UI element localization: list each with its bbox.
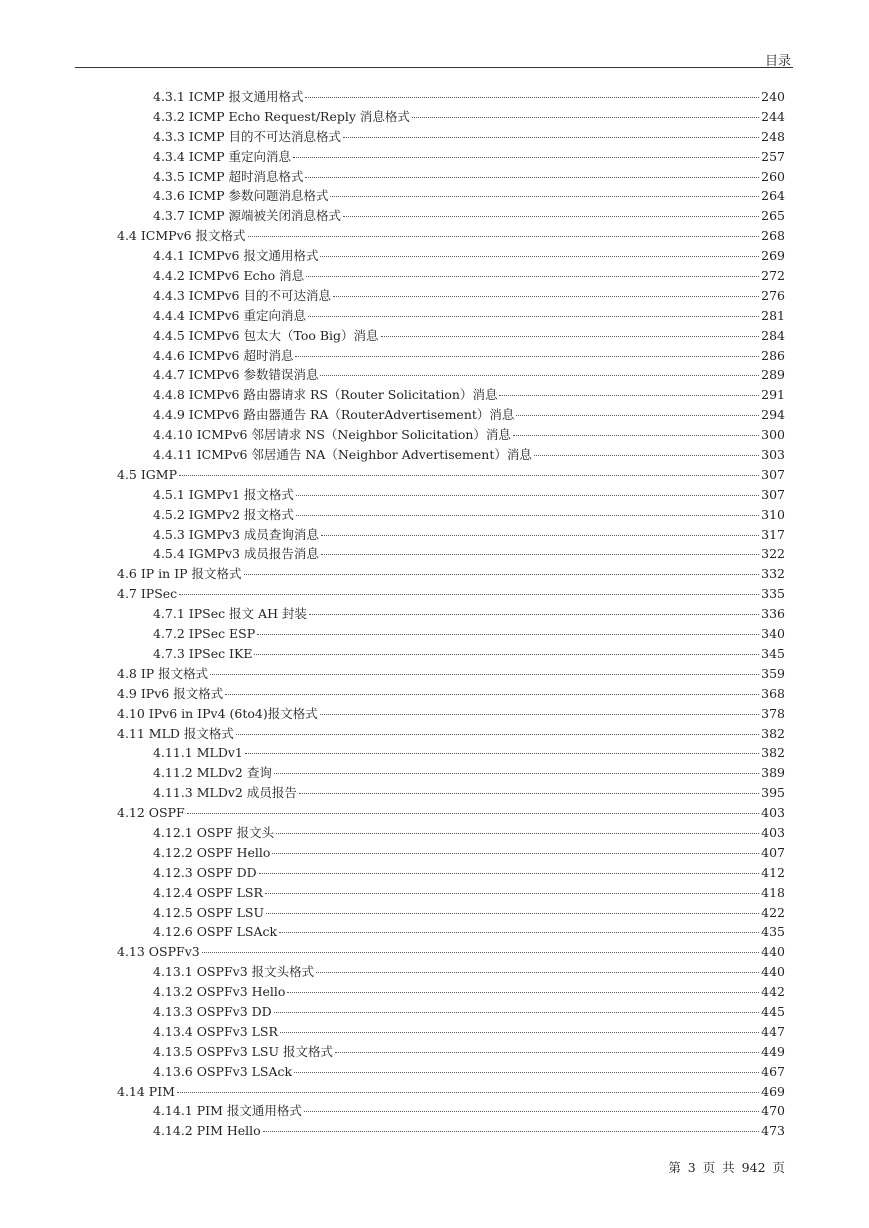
toc-dot-leader bbox=[225, 694, 759, 695]
toc-dot-leader bbox=[320, 714, 759, 715]
toc-entry[interactable] bbox=[153, 405, 785, 425]
toc-entry[interactable] bbox=[153, 306, 785, 326]
toc-dot-leader bbox=[320, 256, 759, 257]
toc-dot-leader bbox=[296, 495, 759, 496]
header-title: 目录 bbox=[764, 54, 791, 69]
toc-dot-leader bbox=[299, 793, 759, 794]
toc-entry-page: 382 bbox=[761, 725, 785, 741]
toc-entry-page: 289 bbox=[761, 367, 785, 383]
toc-entry-label: 4.10 IPv6 in IPv4 (6to4)报文格式 bbox=[117, 705, 318, 721]
toc-dot-leader bbox=[335, 1052, 759, 1053]
toc-entry-page: 422 bbox=[761, 904, 785, 920]
toc-entry[interactable] bbox=[153, 823, 785, 843]
toc-entry-page: 440 bbox=[761, 964, 785, 980]
toc-entry-page: 407 bbox=[761, 844, 785, 860]
toc-dot-leader bbox=[343, 137, 759, 138]
toc-entry[interactable] bbox=[117, 664, 785, 684]
toc-entry-label: 4.5.3 IGMPv3 成员查询消息 bbox=[153, 526, 319, 542]
toc-entry[interactable] bbox=[153, 883, 785, 903]
toc-entry-label: 4.12 OSPF bbox=[117, 805, 185, 821]
toc-entry-page: 307 bbox=[761, 486, 785, 502]
toc-dot-leader bbox=[274, 773, 759, 774]
toc-entry-label: 4.7.3 IPSec IKE bbox=[153, 645, 253, 661]
toc-entry[interactable] bbox=[153, 863, 785, 883]
toc-entry-page: 467 bbox=[761, 1063, 785, 1079]
toc-entry-label: 4.11.1 MLDv1 bbox=[153, 745, 243, 761]
toc-entry[interactable] bbox=[153, 107, 785, 127]
toc-entry[interactable] bbox=[117, 584, 785, 604]
toc-entry-page: 473 bbox=[761, 1123, 785, 1139]
toc-entry-label: 4.4.11 ICMPv6 邻居通告 NA（Neighbor Advertisement）消息 bbox=[153, 447, 532, 463]
toc-dot-leader bbox=[320, 375, 759, 376]
toc-dot-leader bbox=[513, 435, 759, 436]
toc-dot-leader bbox=[244, 574, 760, 575]
toc-entry-label: 4.11 MLD 报文格式 bbox=[117, 725, 234, 741]
toc-entry[interactable] bbox=[153, 743, 785, 763]
toc-entry[interactable] bbox=[117, 564, 785, 584]
toc-entry-label: 4.5.4 IGMPv3 成员报告消息 bbox=[153, 546, 319, 562]
toc-dot-leader bbox=[316, 972, 759, 973]
toc-entry-label: 4.8 IP 报文格式 bbox=[117, 665, 209, 681]
toc-entry-label: 4.12.5 OSPF LSU bbox=[153, 904, 264, 920]
toc-entry[interactable] bbox=[153, 982, 785, 1002]
toc-entry[interactable] bbox=[153, 127, 785, 147]
toc-entry-page: 248 bbox=[761, 128, 785, 144]
toc-entry-page: 340 bbox=[761, 626, 785, 642]
toc-entry-label: 4.13.5 OSPFv3 LSU 报文格式 bbox=[153, 1043, 333, 1059]
toc-dot-leader bbox=[202, 952, 759, 953]
toc-entry[interactable] bbox=[153, 485, 785, 505]
toc-entry[interactable] bbox=[153, 346, 785, 366]
toc-entry-label: 4.13.3 OSPFv3 DD bbox=[153, 1003, 272, 1019]
toc-entry[interactable] bbox=[117, 684, 785, 704]
toc-entry-label: 4.14.2 PIM Hello bbox=[153, 1123, 261, 1139]
toc-entry-page: 403 bbox=[761, 824, 785, 840]
toc-entry-label: 4.5 IGMP bbox=[117, 466, 177, 482]
toc-dot-leader bbox=[276, 833, 759, 834]
toc-entry-page: 335 bbox=[761, 586, 785, 602]
toc-entry-page: 281 bbox=[761, 307, 785, 323]
toc-entry-page: 291 bbox=[761, 387, 785, 403]
toc-entry-label: 4.13.2 OSPFv3 Hello bbox=[153, 984, 286, 1000]
toc-entry-label: 4.4.8 ICMPv6 路由器请求 RS（Router Solicitation）消息 bbox=[153, 387, 498, 403]
toc-dot-leader bbox=[274, 1012, 759, 1013]
toc-entry-page: 307 bbox=[761, 466, 785, 482]
toc-entry-label: 4.4.4 ICMPv6 重定向消息 bbox=[153, 307, 306, 323]
toc-entry-page: 286 bbox=[761, 347, 785, 363]
toc-entry-page: 442 bbox=[761, 984, 785, 1000]
toc-entry-page: 395 bbox=[761, 785, 785, 801]
toc-entry[interactable] bbox=[117, 465, 785, 485]
toc-entry-page: 412 bbox=[761, 864, 785, 880]
toc-entry-page: 317 bbox=[761, 526, 785, 542]
toc-dot-leader bbox=[304, 1111, 759, 1112]
toc-dot-leader bbox=[308, 316, 759, 317]
toc-entry-page: 359 bbox=[761, 665, 785, 681]
toc-entry[interactable] bbox=[153, 922, 785, 942]
toc-dot-leader bbox=[245, 753, 759, 754]
toc-dot-leader bbox=[295, 356, 759, 357]
toc-entry-label: 4.11.3 MLDv2 成员报告 bbox=[153, 785, 297, 801]
toc-entry[interactable] bbox=[153, 1062, 785, 1082]
toc-entry-label: 4.12.4 OSPF LSR bbox=[153, 884, 263, 900]
toc-entry-label: 4.3.1 ICMP 报文通用格式 bbox=[153, 89, 304, 104]
toc-entry[interactable] bbox=[153, 445, 785, 465]
toc-entry[interactable] bbox=[153, 525, 785, 545]
toc-dot-leader bbox=[266, 913, 759, 914]
toc-dot-leader bbox=[294, 1072, 759, 1073]
toc-entry-page: 244 bbox=[761, 108, 785, 124]
toc-entry[interactable] bbox=[153, 1101, 785, 1121]
toc-dot-leader bbox=[330, 196, 759, 197]
toc-entry-label: 4.13.1 OSPFv3 报文头格式 bbox=[153, 964, 315, 980]
toc-entry-page: 389 bbox=[761, 765, 785, 781]
toc-dot-leader bbox=[293, 157, 759, 158]
toc-dot-leader bbox=[305, 97, 759, 98]
toc-entry[interactable] bbox=[153, 246, 785, 266]
toc-entry-page: 469 bbox=[761, 1083, 785, 1099]
toc-entry[interactable] bbox=[153, 505, 785, 525]
toc-entry[interactable] bbox=[153, 843, 785, 863]
toc-entry[interactable] bbox=[117, 226, 785, 246]
toc-entry[interactable] bbox=[117, 803, 785, 823]
toc-dot-leader bbox=[309, 614, 759, 615]
toc-entry-page: 418 bbox=[761, 884, 785, 900]
toc-entry[interactable] bbox=[153, 87, 785, 107]
toc-entry[interactable] bbox=[153, 1042, 785, 1062]
toc-dot-leader bbox=[534, 455, 759, 456]
toc-entry-label: 4.4.3 ICMPv6 目的不可达消息 bbox=[153, 287, 331, 303]
toc-entry-label: 4.12.6 OSPF LSAck bbox=[153, 924, 278, 940]
toc-entry-page: 272 bbox=[761, 268, 785, 284]
toc-dot-leader bbox=[248, 236, 760, 237]
toc-entry-page: 269 bbox=[761, 248, 785, 264]
toc-entry-label: 4.4 ICMPv6 报文格式 bbox=[117, 228, 246, 244]
toc-entry-label: 4.3.7 ICMP 源端被关闭消息格式 bbox=[153, 208, 341, 224]
toc-entry-label: 4.6 IP in IP 报文格式 bbox=[117, 566, 242, 582]
toc-entry[interactable] bbox=[153, 385, 785, 405]
toc-entry[interactable] bbox=[153, 763, 785, 783]
toc-entry-page: 257 bbox=[761, 148, 785, 164]
toc-entry-page: 310 bbox=[761, 506, 785, 522]
toc-dot-leader bbox=[306, 276, 759, 277]
toc-dot-leader bbox=[412, 117, 759, 118]
toc-entry[interactable] bbox=[153, 1022, 785, 1042]
page-footer: 第 3 页 共 942 页 bbox=[668, 1160, 785, 1175]
toc-dot-leader bbox=[321, 535, 759, 536]
toc-entry-page: 470 bbox=[761, 1103, 785, 1119]
toc-dot-leader bbox=[321, 554, 759, 555]
toc-entry-label: 4.14.1 PIM 报文通用格式 bbox=[153, 1103, 302, 1119]
toc-entry-page: 322 bbox=[761, 546, 785, 562]
toc-dot-leader bbox=[280, 1032, 759, 1033]
toc-entry[interactable] bbox=[153, 147, 785, 167]
toc-entry-page: 264 bbox=[761, 188, 785, 204]
toc-entry-page: 440 bbox=[761, 944, 785, 960]
toc-dot-leader bbox=[254, 654, 759, 655]
toc-entry[interactable] bbox=[153, 644, 785, 664]
toc-entry[interactable] bbox=[117, 704, 785, 724]
toc-entry[interactable] bbox=[117, 942, 785, 962]
toc-entry-label: 4.4.9 ICMPv6 路由器通告 RA（RouterAdvertisement）消息 bbox=[153, 407, 515, 423]
toc-entry-page: 345 bbox=[761, 645, 785, 661]
toc-entry-label: 4.3.2 ICMP Echo Request/Reply 消息格式 bbox=[153, 108, 410, 124]
toc-entry[interactable] bbox=[153, 604, 785, 624]
toc-dot-leader bbox=[381, 336, 760, 337]
toc-entry[interactable] bbox=[117, 1082, 785, 1102]
toc-entry[interactable] bbox=[153, 425, 785, 445]
toc-dot-leader bbox=[179, 594, 759, 595]
toc-entry-label: 4.12.3 OSPF DD bbox=[153, 864, 257, 880]
toc-entry-label: 4.13 OSPFv3 bbox=[117, 944, 200, 960]
toc-dot-leader bbox=[257, 634, 759, 635]
toc-entry-page: 240 bbox=[761, 89, 785, 104]
toc-dot-leader bbox=[187, 813, 759, 814]
toc-entry[interactable] bbox=[153, 186, 785, 206]
toc-dot-leader bbox=[333, 296, 759, 297]
toc-entry-label: 4.9 IPv6 报文格式 bbox=[117, 685, 224, 701]
toc-dot-leader bbox=[272, 853, 759, 854]
toc-dot-leader bbox=[210, 674, 759, 675]
toc-entry[interactable] bbox=[153, 962, 785, 982]
toc-entry-page: 303 bbox=[761, 447, 785, 463]
toc-dot-leader bbox=[287, 992, 759, 993]
toc-entry-page: 449 bbox=[761, 1043, 785, 1059]
toc-entry-label: 4.4.2 ICMPv6 Echo 消息 bbox=[153, 268, 305, 284]
toc-entry-label: 4.4.10 ICMPv6 邻居请求 NS（Neighbor Solicitation）消息 bbox=[153, 427, 511, 443]
toc-entry-label: 4.7.1 IPSec 报文 AH 封装 bbox=[153, 606, 307, 622]
toc-entry-page: 268 bbox=[761, 228, 785, 244]
toc-entry-page: 265 bbox=[761, 208, 785, 224]
toc-entry-page: 378 bbox=[761, 705, 785, 721]
toc-entry-page: 445 bbox=[761, 1003, 785, 1019]
toc-entry-page: 382 bbox=[761, 745, 785, 761]
toc-entry[interactable] bbox=[153, 783, 785, 803]
toc-entry[interactable] bbox=[153, 326, 785, 346]
toc-entry-page: 447 bbox=[761, 1023, 785, 1039]
table-of-contents bbox=[0, 87, 869, 1141]
toc-entry-label: 4.4.6 ICMPv6 超时消息 bbox=[153, 347, 294, 363]
toc-entry-page: 403 bbox=[761, 805, 785, 821]
toc-entry-label: 4.3.6 ICMP 参数问题消息格式 bbox=[153, 188, 329, 204]
toc-entry-label: 4.12.1 OSPF 报文头 bbox=[153, 824, 275, 840]
toc-dot-leader bbox=[499, 395, 759, 396]
toc-entry[interactable] bbox=[153, 167, 785, 187]
toc-entry[interactable] bbox=[153, 206, 785, 226]
toc-entry-label: 4.5.1 IGMPv1 报文格式 bbox=[153, 486, 294, 502]
toc-entry-page: 336 bbox=[761, 606, 785, 622]
toc-dot-leader bbox=[259, 873, 759, 874]
toc-entry[interactable] bbox=[153, 1121, 785, 1141]
toc-dot-leader bbox=[516, 415, 759, 416]
toc-dot-leader bbox=[343, 216, 759, 217]
toc-entry-label: 4.11.2 MLDv2 查询 bbox=[153, 765, 272, 781]
toc-entry-page: 294 bbox=[761, 407, 785, 423]
toc-entry-page: 368 bbox=[761, 685, 785, 701]
toc-entry-page: 260 bbox=[761, 168, 785, 184]
toc-dot-leader bbox=[236, 734, 759, 735]
toc-entry[interactable] bbox=[153, 624, 785, 644]
toc-entry[interactable] bbox=[153, 903, 785, 923]
toc-entry-page: 332 bbox=[761, 566, 785, 582]
toc-dot-leader bbox=[177, 1092, 759, 1093]
toc-dot-leader bbox=[279, 932, 759, 933]
toc-dot-leader bbox=[179, 475, 759, 476]
toc-dot-leader bbox=[265, 893, 759, 894]
toc-entry-label: 4.3.3 ICMP 目的不可达消息格式 bbox=[153, 128, 341, 144]
toc-entry-label: 4.12.2 OSPF Hello bbox=[153, 844, 271, 860]
toc-entry-label: 4.3.4 ICMP 重定向消息 bbox=[153, 148, 291, 164]
header-divider bbox=[75, 67, 793, 68]
toc-dot-leader bbox=[296, 515, 759, 516]
toc-entry-page: 300 bbox=[761, 427, 785, 443]
toc-entry-page: 435 bbox=[761, 924, 785, 940]
toc-entry-label: 4.14 PIM bbox=[117, 1083, 175, 1099]
toc-entry-page: 284 bbox=[761, 327, 785, 343]
toc-entry-label: 4.7 IPSec bbox=[117, 586, 178, 602]
toc-entry[interactable] bbox=[153, 286, 785, 306]
toc-entry-label: 4.13.6 OSPFv3 LSAck bbox=[153, 1063, 293, 1079]
toc-dot-leader bbox=[305, 177, 759, 178]
toc-entry[interactable] bbox=[153, 266, 785, 286]
toc-entry-label: 4.4.1 ICMPv6 报文通用格式 bbox=[153, 248, 319, 264]
toc-dot-leader bbox=[263, 1131, 759, 1132]
toc-entry-label: 4.13.4 OSPFv3 LSR bbox=[153, 1023, 278, 1039]
toc-entry-label: 4.4.5 ICMPv6 包太大（Too Big）消息 bbox=[153, 327, 379, 343]
toc-entry-label: 4.3.5 ICMP 超时消息格式 bbox=[153, 168, 304, 184]
toc-entry-label: 4.4.7 ICMPv6 参数错误消息 bbox=[153, 367, 319, 383]
toc-entry[interactable] bbox=[153, 365, 785, 385]
toc-entry[interactable] bbox=[117, 724, 785, 744]
toc-entry-label: 4.5.2 IGMPv2 报文格式 bbox=[153, 506, 294, 522]
toc-entry[interactable] bbox=[153, 1002, 785, 1022]
toc-entry[interactable] bbox=[153, 544, 785, 564]
toc-entry-page: 276 bbox=[761, 287, 785, 303]
toc-entry-label: 4.7.2 IPSec ESP bbox=[153, 626, 256, 642]
